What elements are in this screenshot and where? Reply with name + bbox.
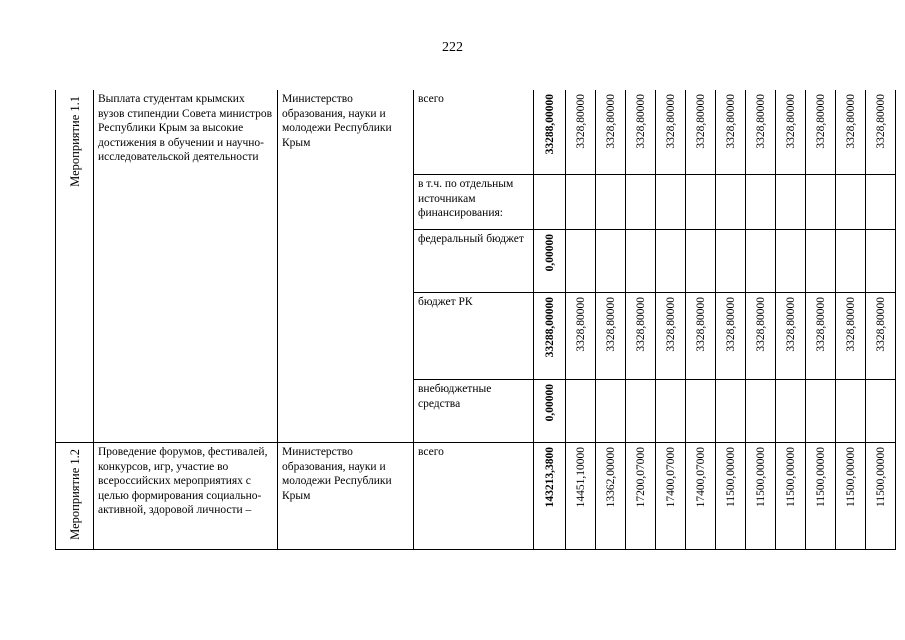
year-value: 3328,80000 bbox=[694, 94, 707, 149]
year-value-cell bbox=[656, 380, 686, 443]
funding-source: всего bbox=[414, 443, 534, 550]
year-value-cell bbox=[866, 293, 896, 380]
funding-source: бюджет РК bbox=[414, 293, 534, 380]
year-value-cell bbox=[626, 380, 656, 443]
year-value-cell bbox=[686, 293, 716, 380]
year-value-cell bbox=[776, 175, 806, 230]
year-value-cell bbox=[686, 443, 716, 550]
year-value-cell bbox=[776, 230, 806, 293]
funding-source: федеральный бюджет bbox=[414, 230, 534, 293]
year-value-cell bbox=[686, 175, 716, 230]
year-value-cell bbox=[566, 175, 596, 230]
measure-label: Мероприятие 1.2 bbox=[67, 449, 82, 540]
year-value: 17400,07000 bbox=[694, 447, 707, 508]
year-value-cell bbox=[656, 293, 686, 380]
year-value: 11500,00000 bbox=[844, 447, 857, 507]
year-value-cell bbox=[866, 443, 896, 550]
year-value: 3328,80000 bbox=[784, 297, 797, 352]
year-value-cell bbox=[836, 90, 866, 175]
funding-source: всего bbox=[414, 90, 534, 175]
year-value: 3328,80000 bbox=[874, 94, 887, 149]
year-value-cell bbox=[656, 175, 686, 230]
year-value-cell bbox=[626, 175, 656, 230]
year-value-cell bbox=[776, 90, 806, 175]
funding-table bbox=[55, 90, 896, 550]
year-value-cell bbox=[776, 443, 806, 550]
year-value-cell bbox=[866, 230, 896, 293]
year-value-cell bbox=[566, 230, 596, 293]
year-value-cell bbox=[866, 175, 896, 230]
year-value-cell bbox=[566, 90, 596, 175]
year-value: 11500,00000 bbox=[754, 447, 767, 507]
year-value: 3328,80000 bbox=[574, 297, 587, 352]
year-value-cell bbox=[806, 443, 836, 550]
year-value-cell bbox=[596, 175, 626, 230]
measure-title: Проведение форумов, фестивалей, конкурсов, игр, участие во всероссийских мероприятиях с целью формирования социально-активной, здоровой личности – bbox=[94, 443, 278, 550]
year-value: 3328,80000 bbox=[634, 94, 647, 149]
year-value: 3328,80000 bbox=[754, 94, 767, 149]
year-value-cell bbox=[836, 380, 866, 443]
total-cell bbox=[534, 443, 566, 550]
year-value-cell bbox=[746, 293, 776, 380]
measure-label: Мероприятие 1.1 bbox=[67, 96, 82, 187]
year-value-cell bbox=[656, 90, 686, 175]
measure-executor: Министерство образования, науки и молодежи Республики Крым bbox=[278, 90, 414, 443]
total-cell bbox=[534, 90, 566, 175]
year-value-cell bbox=[686, 90, 716, 175]
year-value: 3328,80000 bbox=[784, 94, 797, 149]
year-value-cell bbox=[626, 90, 656, 175]
year-value: 3328,80000 bbox=[754, 297, 767, 352]
year-value-cell bbox=[596, 230, 626, 293]
year-value: 17200,07000 bbox=[634, 447, 647, 508]
year-value-cell bbox=[806, 90, 836, 175]
year-value-cell bbox=[566, 293, 596, 380]
year-value: 3328,80000 bbox=[694, 297, 707, 352]
year-value-cell bbox=[866, 380, 896, 443]
year-value: 3328,80000 bbox=[814, 94, 827, 149]
year-value-cell bbox=[836, 175, 866, 230]
year-value-cell bbox=[836, 293, 866, 380]
year-value: 3328,80000 bbox=[724, 94, 737, 149]
year-value-cell bbox=[596, 90, 626, 175]
year-value: 3328,80000 bbox=[814, 297, 827, 352]
year-value-cell bbox=[746, 443, 776, 550]
year-value: 13362,00000 bbox=[604, 447, 617, 508]
year-value-cell bbox=[596, 293, 626, 380]
year-value-cell bbox=[716, 380, 746, 443]
year-value: 3328,80000 bbox=[604, 94, 617, 149]
year-value-cell bbox=[806, 380, 836, 443]
funding-source: в т.ч. по отдельным источникам финансирования: bbox=[414, 175, 534, 230]
year-value-cell bbox=[566, 380, 596, 443]
year-value-cell bbox=[656, 443, 686, 550]
year-value-cell bbox=[746, 230, 776, 293]
funding-source: внебюджетные средства bbox=[414, 380, 534, 443]
total-value: 143213,3800 bbox=[543, 447, 556, 508]
total-value: 0,00000 bbox=[543, 384, 556, 422]
total-value: 33288,00000 bbox=[543, 94, 556, 155]
year-value: 3328,80000 bbox=[604, 297, 617, 352]
year-value-cell bbox=[776, 380, 806, 443]
measure-label-cell bbox=[56, 443, 94, 550]
year-value: 3328,80000 bbox=[874, 297, 887, 352]
year-value-cell bbox=[806, 230, 836, 293]
total-cell bbox=[534, 380, 566, 443]
total-value: 0,00000 bbox=[543, 234, 556, 272]
year-value-cell bbox=[626, 230, 656, 293]
year-value: 11500,00000 bbox=[814, 447, 827, 507]
year-value-cell bbox=[596, 443, 626, 550]
year-value-cell bbox=[716, 443, 746, 550]
year-value-cell bbox=[746, 175, 776, 230]
year-value-cell bbox=[836, 230, 866, 293]
year-value-cell bbox=[716, 90, 746, 175]
year-value: 11500,00000 bbox=[724, 447, 737, 507]
year-value-cell bbox=[686, 380, 716, 443]
total-cell bbox=[534, 175, 566, 230]
measure-executor: Министерство образования, науки и молодежи Республики Крым bbox=[278, 443, 414, 550]
year-value: 14451,10000 bbox=[574, 447, 587, 508]
year-value: 11500,00000 bbox=[784, 447, 797, 507]
year-value: 3328,80000 bbox=[724, 297, 737, 352]
year-value-cell bbox=[866, 90, 896, 175]
table-row bbox=[56, 443, 896, 550]
total-value: 33288,00000 bbox=[543, 297, 556, 358]
year-value-cell bbox=[716, 230, 746, 293]
year-value-cell bbox=[626, 443, 656, 550]
total-cell bbox=[534, 230, 566, 293]
year-value: 3328,80000 bbox=[844, 94, 857, 149]
year-value-cell bbox=[776, 293, 806, 380]
year-value: 3328,80000 bbox=[664, 94, 677, 149]
table-row bbox=[56, 90, 896, 175]
year-value-cell bbox=[806, 293, 836, 380]
year-value: 3328,80000 bbox=[634, 297, 647, 352]
page-number: 222 bbox=[442, 40, 463, 55]
measure-label-cell bbox=[56, 90, 94, 443]
year-value-cell bbox=[836, 443, 866, 550]
total-cell bbox=[534, 293, 566, 380]
year-value-cell bbox=[746, 90, 776, 175]
year-value-cell bbox=[716, 293, 746, 380]
year-value: 3328,80000 bbox=[844, 297, 857, 352]
year-value: 3328,80000 bbox=[664, 297, 677, 352]
year-value: 3328,80000 bbox=[574, 94, 587, 149]
year-value: 11500,00000 bbox=[874, 447, 887, 507]
year-value: 17400,07000 bbox=[664, 447, 677, 508]
year-value-cell bbox=[806, 175, 836, 230]
year-value-cell bbox=[596, 380, 626, 443]
year-value-cell bbox=[686, 230, 716, 293]
year-value-cell bbox=[626, 293, 656, 380]
year-value-cell bbox=[746, 380, 776, 443]
year-value-cell bbox=[656, 230, 686, 293]
year-value-cell bbox=[566, 443, 596, 550]
year-value-cell bbox=[716, 175, 746, 230]
measure-title: Выплата студентам крымских вузов стипендии Совета министров Республики Крым за высокие достижения в обучении и научно-исследовательской деятельности bbox=[94, 90, 278, 443]
